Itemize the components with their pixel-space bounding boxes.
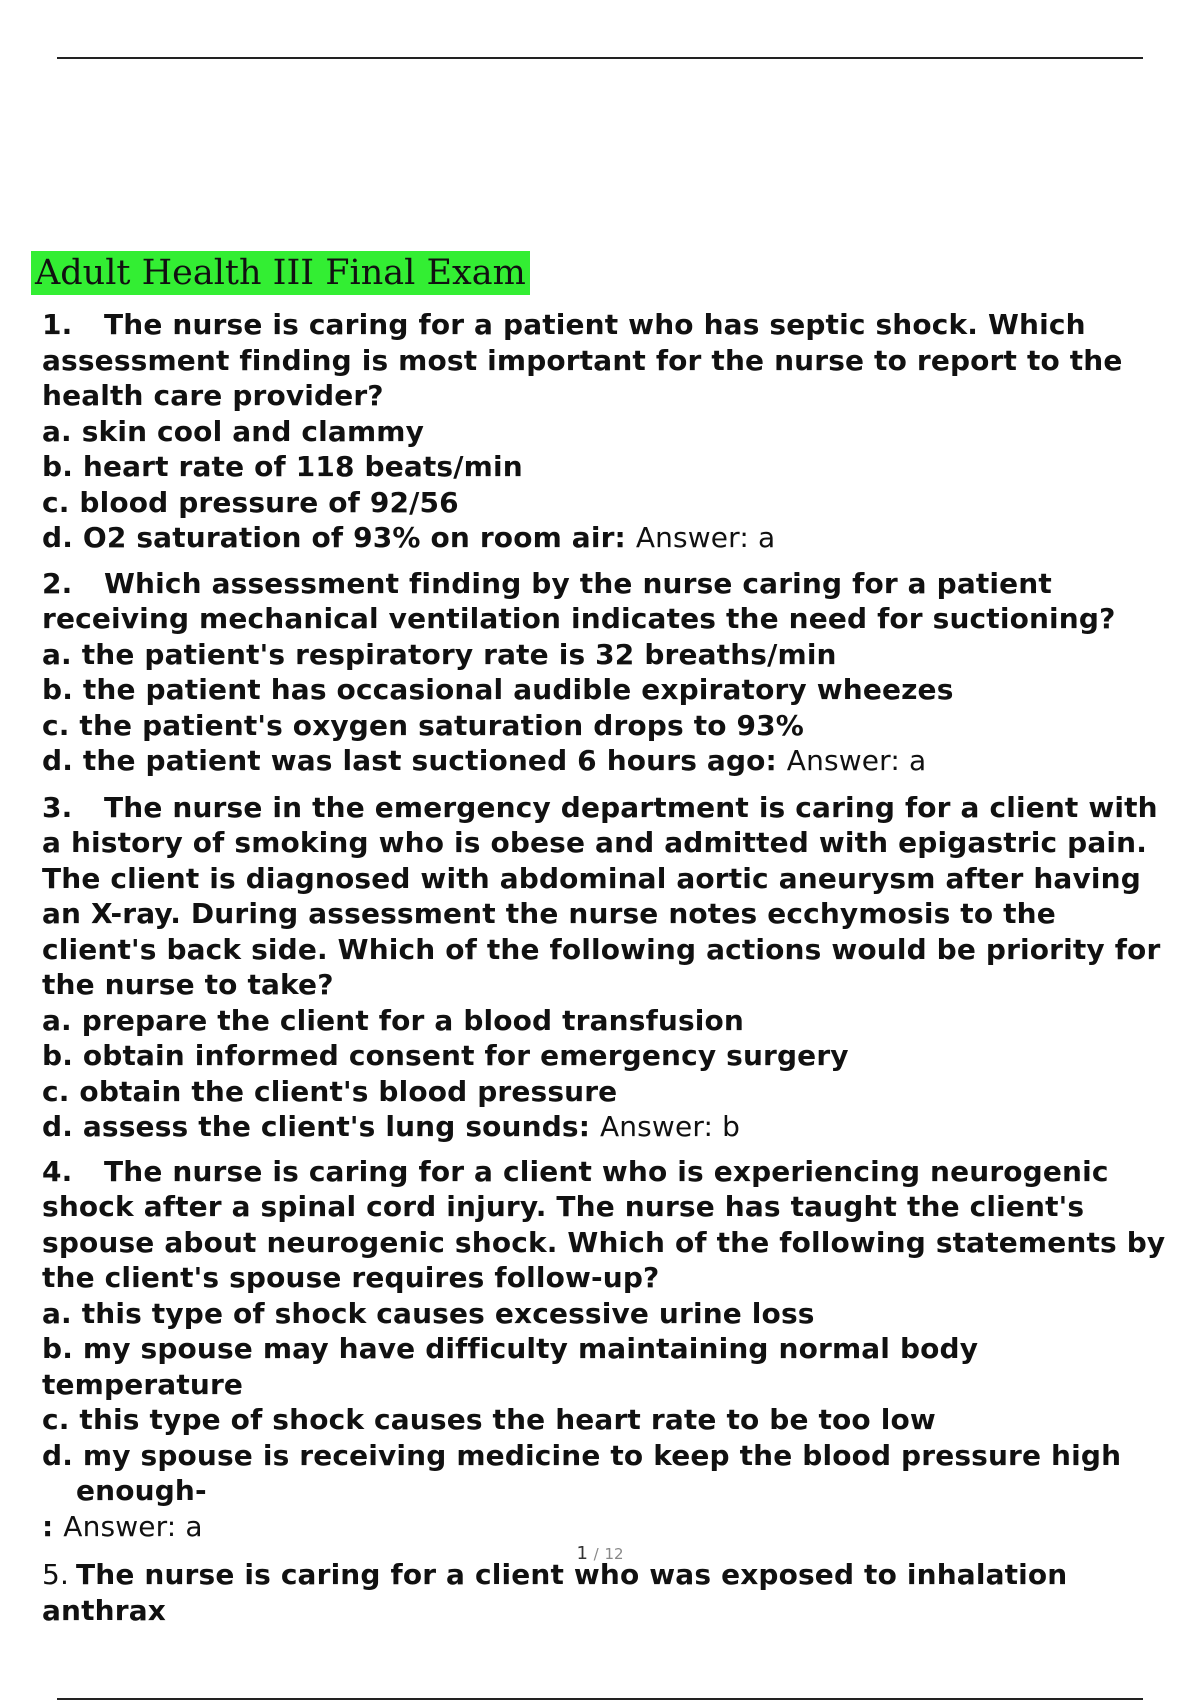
- option-a: a. the patient's respiratory rate is 32 breaths/min: [42, 637, 837, 671]
- option-d-text: d. assess the client's lung sounds:: [42, 1110, 591, 1143]
- question-number: 1.: [42, 308, 73, 341]
- question-stem: [42, 566, 1177, 637]
- question-1: [42, 307, 1177, 556]
- answer-line: [42, 1509, 1177, 1545]
- question-text: Which assessment finding by the nurse caring for a patient receiving mechanical ventilation indicates the need for suctioning?: [42, 566, 1116, 635]
- question-text: The nurse in the emergency department is caring for a client with a history of smoking who is obese and admitted with epigastric pain. The client is diagnosed with abdominal aortic aneurysm after having an X-ray. During assessment the nurse notes ecchymosis to the client's back side. Which of the following actions would be priority for the nurse to take?: [42, 790, 1161, 1001]
- question-text: The nurse is caring for a client who was exposed to inhalation anthrax: [42, 1558, 1068, 1627]
- option-d-continuation: enough-: [76, 1474, 207, 1507]
- current-page: 1: [576, 1543, 588, 1564]
- option-c: c. this type of shock causes the heart rate to be too low: [42, 1403, 936, 1436]
- option-b: b. heart rate of 118 beats/min: [42, 450, 523, 483]
- answer-text: Answer: b: [599, 1110, 741, 1143]
- answer-text: Answer: a: [63, 1509, 203, 1543]
- answer-text: Answer: a: [635, 521, 776, 554]
- question-text: The nurse is caring for a patient who has septic shock. Which assessment finding is most important for the nurse to report to the health care provider?: [42, 308, 1123, 412]
- option-d: d. my spouse is receiving medicine to keep the blood pressure high: [42, 1438, 1122, 1472]
- question-stem: [42, 307, 1177, 414]
- question-text: The nurse is caring for a client who is experiencing neurogenic shock after a spinal cord injury. The nurse has taught the client's spouse about neurogenic shock. Which of the following statements by the client's spouse requires follow-up?: [42, 1154, 1166, 1294]
- option-d: [42, 520, 1177, 556]
- total-pages: 12: [604, 1545, 624, 1563]
- option-d: [42, 1109, 1177, 1145]
- option-c: c. obtain the client's blood pressure: [42, 1074, 618, 1108]
- question-5: [42, 1557, 1177, 1628]
- option-c: c. the patient's oxygen saturation drops to 93%: [42, 708, 804, 742]
- question-stem: [42, 1557, 1177, 1628]
- option-b: b. obtain informed consent for emergency surgery: [42, 1039, 849, 1072]
- question-number: 4.: [42, 1154, 73, 1188]
- page-indicator: [0, 1543, 1200, 1564]
- top-rule: [57, 57, 1143, 59]
- question-stem: [42, 1154, 1177, 1296]
- page-separator: /: [593, 1545, 599, 1563]
- option-a: a. this type of shock causes excessive urine loss: [42, 1296, 815, 1330]
- option-a: a. skin cool and clammy: [42, 414, 425, 448]
- question-number: 5.: [42, 1558, 70, 1591]
- option-b: b. my spouse may have difficulty maintaining normal body temperature: [42, 1332, 979, 1401]
- document-body: [42, 307, 1177, 1636]
- question-number: 3.: [42, 790, 73, 824]
- option-d-text: d. O2 saturation of 93% on room air:: [42, 521, 626, 554]
- answer-prefix: :: [42, 1509, 54, 1543]
- question-2: [42, 566, 1177, 779]
- document-title: Adult Health III Final Exam: [31, 251, 530, 295]
- question-4: [42, 1154, 1177, 1545]
- option-d-text: d. the patient was last suctioned 6 hours ago:: [42, 744, 777, 777]
- answer-text: Answer: a: [786, 744, 927, 777]
- question-3: [42, 790, 1177, 1145]
- option-b: b. the patient has occasional audible expiratory wheezes: [42, 673, 954, 706]
- option-d: [42, 743, 1177, 779]
- option-c: c. blood pressure of 92/56: [42, 485, 459, 519]
- option-a: a. prepare the client for a blood transfusion: [42, 1003, 745, 1037]
- question-stem: [42, 790, 1177, 1003]
- question-number: 2.: [42, 566, 73, 600]
